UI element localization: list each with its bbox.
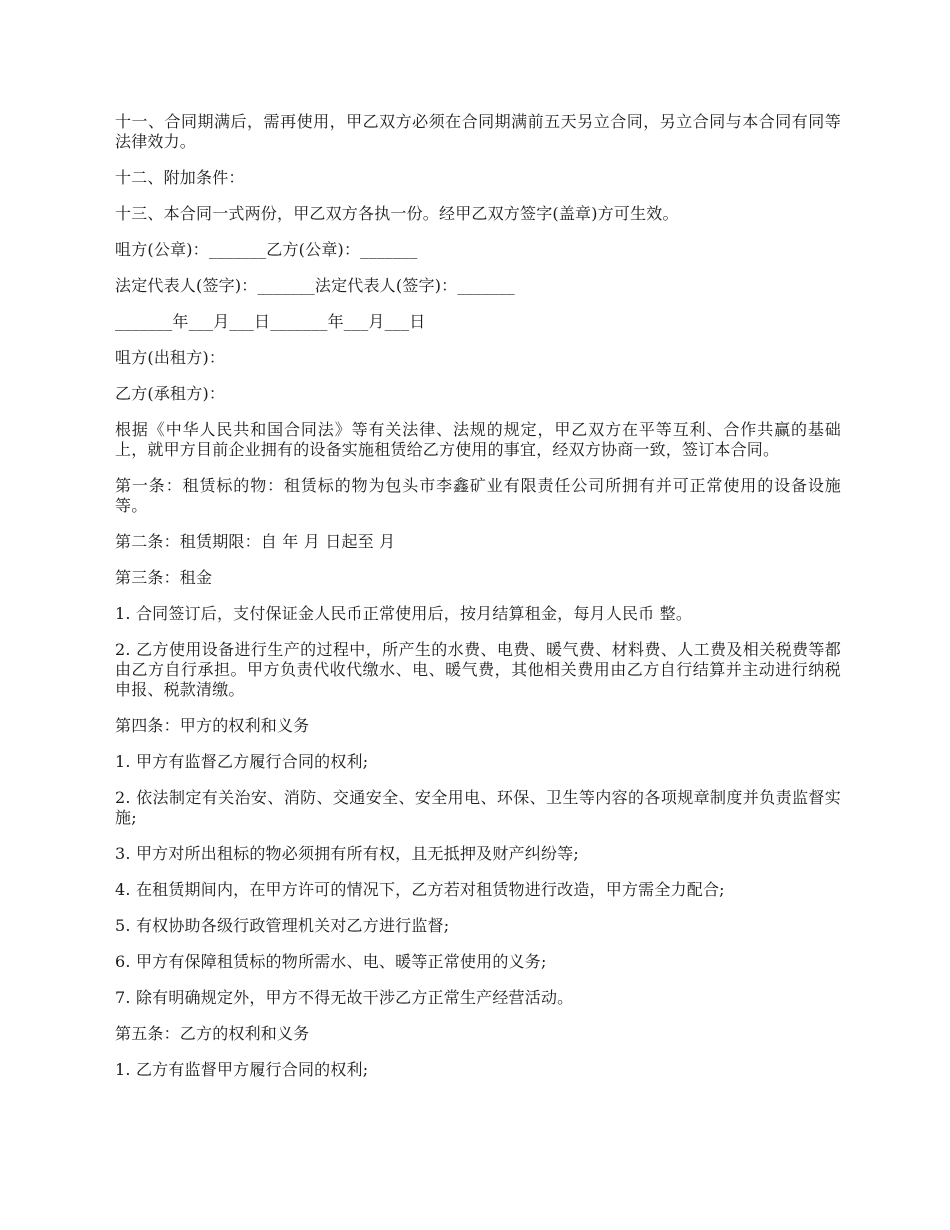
article-4-item-1: 1. 甲方有监督乙方履行合同的权利; [115, 752, 369, 771]
date-line: _______年___月___日_______年___月___日 [115, 312, 426, 331]
article-2-term: 第二条：租赁期限：自 年 月 日起至 月 [115, 532, 396, 551]
lessor-label: 咀方(出租方)： [115, 348, 226, 367]
article-3-item-1: 1. 合同签订后，支付保证金人民币正常使用后，按月结算租金，每月人民币 整。 [115, 604, 693, 623]
article-4-item-5: 5. 有权协助各级行政管理机关对乙方进行监督; [115, 916, 450, 935]
article-4-item-3: 3. 甲方对所出租标的物必须拥有所有权，且无抵押及财产纠纷等; [115, 844, 579, 863]
article-4-item-7: 7. 除有明确规定外，甲方不得无故干涉乙方正常生产经营活动。 [115, 988, 574, 1007]
clause-12-additional-terms: 十二、附加条件： [115, 168, 245, 187]
article-4-item-2: 2. 依法制定有关治安、消防、交通安全、安全用电、环保、卫生等内容的各项规章制度并负责监督实施; [115, 788, 841, 827]
article-5-heading: 第五条：乙方的权利和义务 [115, 1024, 310, 1043]
preamble: 根据《中华人民共和国合同法》等有关法律、法规的规定，甲乙双方在平等互利、合作共赢的基础上，就甲方目前企业拥有的设备实施租赁给乙方使用的事宜，经双方协商一致，签订本合同。 [115, 420, 841, 459]
seal-line: 咀方(公章)：_______乙方(公章)：_______ [115, 240, 418, 259]
article-4-item-6: 6. 甲方有保障租赁标的物所需水、电、暖等正常使用的义务; [115, 952, 547, 971]
clause-13-copies: 十三、本合同一式两份，甲乙双方各执一份。经甲乙双方签字(盖章)方可生效。 [115, 204, 679, 223]
article-3-heading: 第三条：租金 [115, 568, 213, 587]
article-3-item-2: 2. 乙方使用设备进行生产的过程中，所产生的水费、电费、暖气费、材料费、人工费及相关税费等都由乙方自行承担。甲方负责代收代缴水、电、暖气费，其他相关费用由乙方自行结算并主动进行纳税申报、税款清缴。 [115, 640, 841, 699]
clause-11-renewal: 十一、合同期满后，需再使用，甲乙双方必须在合同期满前五天另立合同，另立合同与本合同有同等法律效力。 [115, 112, 841, 151]
representative-signature-line: 法定代表人(签字)：_______法定代表人(签字)：_______ [115, 276, 515, 295]
article-4-heading: 第四条：甲方的权利和义务 [115, 716, 310, 735]
article-1-subject: 第一条：租赁标的物：租赁标的物为包头市李鑫矿业有限责任公司所拥有并可正常使用的设备设施等。 [115, 476, 841, 515]
document-page [115, 112, 841, 1096]
article-4-item-4: 4. 在租赁期间内，在甲方许可的情况下，乙方若对租赁物进行改造，甲方需全力配合; [115, 880, 725, 899]
article-5-item-1: 1. 乙方有监督甲方履行合同的权利; [115, 1060, 369, 1079]
lessee-label: 乙方(承租方)： [115, 384, 226, 403]
